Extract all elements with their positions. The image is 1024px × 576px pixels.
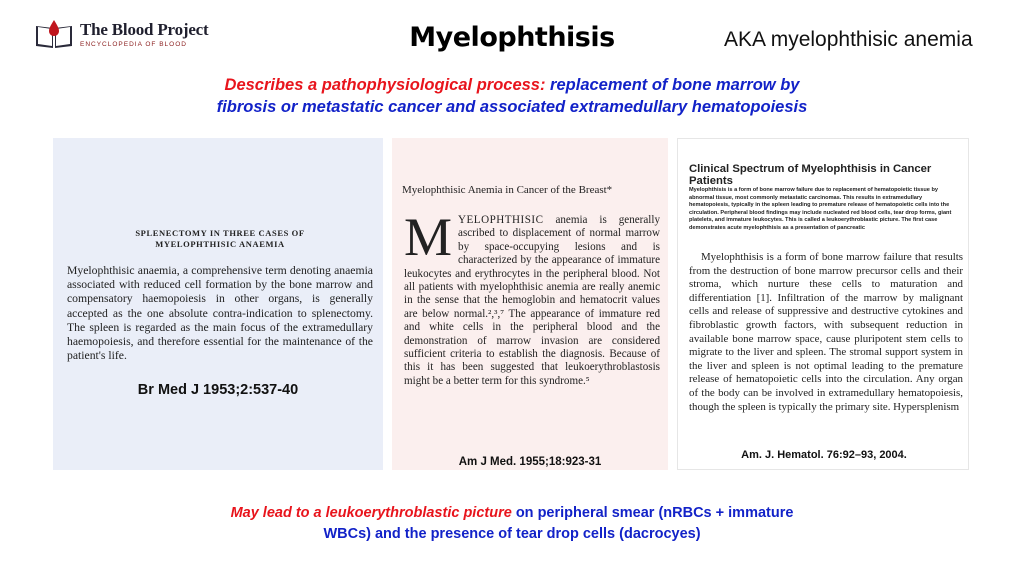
page-title: Myelophthisis bbox=[409, 22, 615, 53]
aka-label: AKA myelophthisic anemia bbox=[724, 28, 973, 51]
excerpt-panel-amjhematol bbox=[677, 138, 969, 470]
excerpt-title: Myelophthisic Anemia in Cancer of the Breast* bbox=[402, 184, 613, 196]
excerpt-body bbox=[404, 207, 660, 388]
excerpt-abstract: Myelophthisis is a form of bone marrow failure due to replacement of hematopoietic tissue by abnormal tissue, most commonly metastatic carcinomas. This results in extramedullary hematopoiesis, typically in the spleen leading to premature release of hematopoietic cells into the circulation. Peripheral blood findings may include nucleated red blood cells, tear drop forms, giant platelets, and immature leukocytes. This is called a leukoerythroblastic picture. The first case demonstrates acute myelophthisis as a presentation of pancreatic bbox=[689, 187, 952, 231]
logo-title: The Blood Project bbox=[80, 19, 209, 39]
excerpt-body: Myelophthisic anaemia, a comprehensive term denoting anaemia associated with reduced cell formation by the bone marrow and compensatory haemopoiesis in other organs, is generally accepted as the one absolute contra-indication to splenectomy. The spleen is regarded as the main focus of the extramedullary haemopoiesis, and therefore essential for the maintenance of the patient's life. bbox=[67, 264, 373, 363]
footer-blue-2: WBCs) and the presence of tear drop cells (dacrocyes) bbox=[323, 526, 701, 542]
citation: Br Med J 1953;2:537-40 bbox=[137, 382, 299, 398]
citation: Am J Med. 1955;18:923-31 bbox=[458, 456, 602, 468]
logo-subtitle: ENCYCLOPEDIA OF BLOOD bbox=[80, 40, 187, 48]
description-blue-2: fibrosis or metastatic cancer and associated extramedullary hematopoiesis bbox=[216, 98, 808, 116]
description-red: Describes a pathophysiological process: bbox=[224, 76, 546, 94]
excerpt-heading bbox=[67, 228, 373, 250]
excerpt-text: anemia is generally ascribed to displacement of normal marrow by space-occupying lesions and is characterized by the appearance of immature leukocytes and erythrocytes in the peripheral blood. Not all patients with myelophthisic anemia are really anemic in the sense that the hemoglobin and hematocrit values are below normal.²,³,⁷ The appearance of immature red and white cells in the peripheral blood and the demonstration of marrow invasion are considered sufficient criteria to establish the diagnosis. Because of this it has been suggested that leukoerythroblastosis might be a better term for this syndrome.⁵ bbox=[404, 214, 660, 387]
drop-cap: M bbox=[404, 207, 453, 267]
footer-red: May lead to a leukoerythroblastic picture bbox=[230, 505, 512, 521]
excerpt-panel-bmj bbox=[53, 138, 383, 470]
excerpt-lead: YELOPHTHISIC bbox=[458, 214, 544, 226]
excerpt-title: Clinical Spectrum of Myelophthisis in Cancer Patients bbox=[689, 163, 932, 187]
excerpt-heading-line-2: MYELOPHTHISIC ANAEMIA bbox=[155, 239, 285, 249]
footer-note bbox=[0, 503, 1024, 545]
citation: Am. J. Hematol. 76:92–93, 2004. bbox=[741, 449, 907, 461]
description bbox=[0, 74, 1024, 118]
description-blue-1: replacement of bone marrow by bbox=[545, 76, 800, 94]
excerpt-panel-amjmed bbox=[392, 138, 668, 470]
excerpt-heading-line-1: SPLENECTOMY IN THREE CASES OF bbox=[135, 228, 305, 238]
excerpt-body: Myelophthisis is a form of bone marrow failure that results from the destruction of bone marrow precursor cells and their stroma, which nurture these cells to maturation and differentiation [1]. Infiltration of the marrow by malignant cells and release of suppressive and destructive cytokines and fibroblastic growth factors, with subsequent reduction in available bone marrow space, cause pluripotent stem cells to migrate to the liver and spleen. The stromal support system in the liver and spleen is not optimal leading to the premature release of hematopoietic cells into the circulation. Any organ of the body can be involved in extramedullary hematopoiesis, though the spleen is typically the primary site. Hypersplenism bbox=[689, 251, 963, 413]
footer-blue-1: on peripheral smear (nRBCs + immature bbox=[511, 505, 794, 521]
